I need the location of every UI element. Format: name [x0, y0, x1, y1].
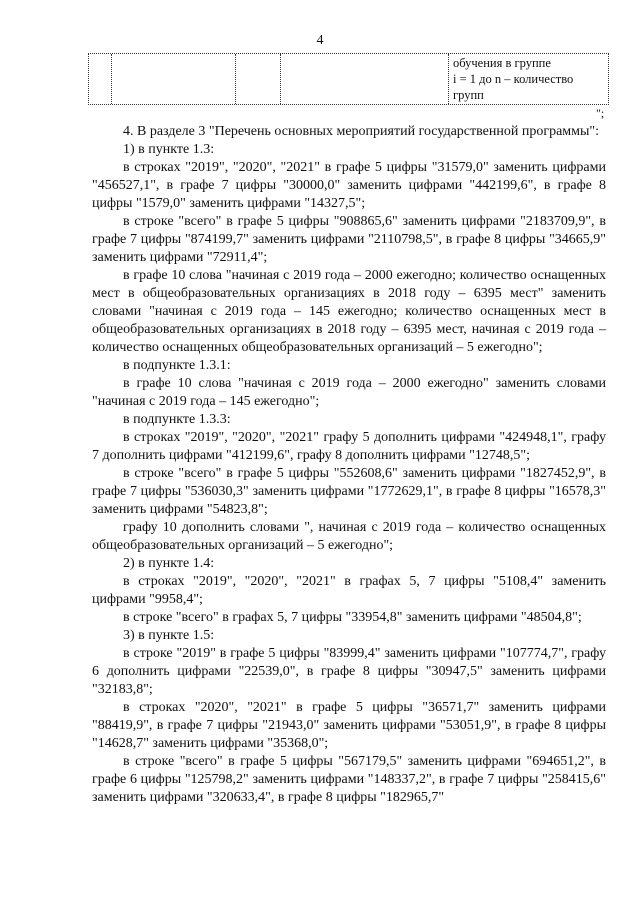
- paragraph: в строках "2019", "2020", "2021" графу 5 дополнить цифрами "424948,1", графу 7 дополнить цифрами "412199,6", графу 8 дополнить цифрами "12748,5";: [92, 430, 606, 463]
- paragraph: в подпункте 1.3.1:: [123, 358, 231, 373]
- closing-quote: ";: [596, 106, 605, 120]
- table-column-divider: [280, 54, 281, 104]
- table-cell-line: i = 1 до n – количество: [453, 72, 574, 86]
- paragraph: в графе 10 слова "начиная с 2019 года – 2000 ежегодно; количество оснащенных мест в общеобразовательных организациях в 2018 году – 6395 мест" заменить словами "начиная с 2019 года – 145 ежегодно; количество оснащенных мест в общеобразовательных организациях в 2018 году – 6395 мест, начиная с 2019 года – количество оснащенных общеобразовательных организаций – 5 ежегодно";: [92, 268, 606, 355]
- paragraph: в строках "2020", "2021" в графе 5 цифры "36571,7" заменить цифрами "88419,9", в графе 7 цифры "21943,0" заменить цифрами "53051,9", в графе 8 цифры "14628,7" заменить цифрами "35368,0";: [92, 700, 606, 751]
- table-fragment: [88, 53, 609, 105]
- paragraph: в строках "2019", "2020", "2021" в графе 5 цифры "31579,0" заменить цифрами "456527,1", в графе 7 цифры "30000,0" заменить цифрами "442199,6", в графе 8 цифры "1579,0" заменить цифрами "14327,5";: [92, 160, 606, 211]
- paragraph: 2) в пункте 1.4:: [123, 556, 215, 571]
- page-number: 4: [316, 33, 324, 48]
- table-cell-text: [453, 55, 603, 103]
- paragraph: в строках "2019", "2020", "2021" в графах 5, 7 цифры "5108,4" заменить цифрами "9958,4";: [92, 574, 606, 607]
- paragraph: в строке "2019" в графе 5 цифры "83999,4" заменить цифрами "107774,7", графу 6 дополнить цифрами "22539,0", в графе 8 цифры "30947,5" заменить цифрами "32183,8";: [92, 646, 606, 697]
- paragraph: в графе 10 слова "начиная с 2019 года – 2000 ежегодно" заменить словами "начиная с 2019 года – 145 ежегодно";: [92, 376, 606, 409]
- paragraph: 3) в пункте 1.5:: [123, 628, 215, 643]
- table-column-divider: [111, 54, 112, 104]
- table-cell-line: обучения в группе: [453, 56, 551, 70]
- paragraph: в строке "всего" в графах 5, 7 цифры "33954,8" заменить цифрами "48504,8";: [123, 610, 582, 625]
- document-body: [92, 123, 606, 807]
- paragraph: в строке "всего" в графе 5 цифры "552608,6" заменить цифрами "1827452,9", в графе 7 цифры "536030,3" заменить цифрами "1772629,1", в графе 8 цифры "16578,3" заменить цифрами "54823,8";: [92, 466, 606, 517]
- paragraph: 4. В разделе 3 "Перечень основных мероприятий государственной программы":: [123, 124, 600, 139]
- table-column-divider: [235, 54, 236, 104]
- paragraph: в строке "всего" в графе 5 цифры "908865,6" заменить цифрами "2183709,9", в графе 7 цифры "874199,7" заменить цифрами "2110798,5", в графе 8 цифры "34665,9" заменить цифрами "72911,4";: [92, 214, 606, 265]
- table-cell-line: групп: [453, 88, 484, 102]
- table-column-divider: [448, 54, 449, 104]
- paragraph: 1) в пункте 1.3:: [123, 142, 215, 157]
- paragraph: графу 10 дополнить словами ", начиная с 2019 года – количество оснащенных общеобразовательных организаций – 5 ежегодно";: [92, 520, 606, 553]
- paragraph: в подпункте 1.3.3:: [123, 412, 231, 427]
- paragraph: в строке "всего" в графе 5 цифры "567179,5" заменить цифрами "694651,2", в графе 6 цифры "125798,2" заменить цифрами "148337,2", в графе 7 цифры "258415,6" заменить цифрами "320633,4", в графе 8 цифры "182965,7": [92, 754, 606, 805]
